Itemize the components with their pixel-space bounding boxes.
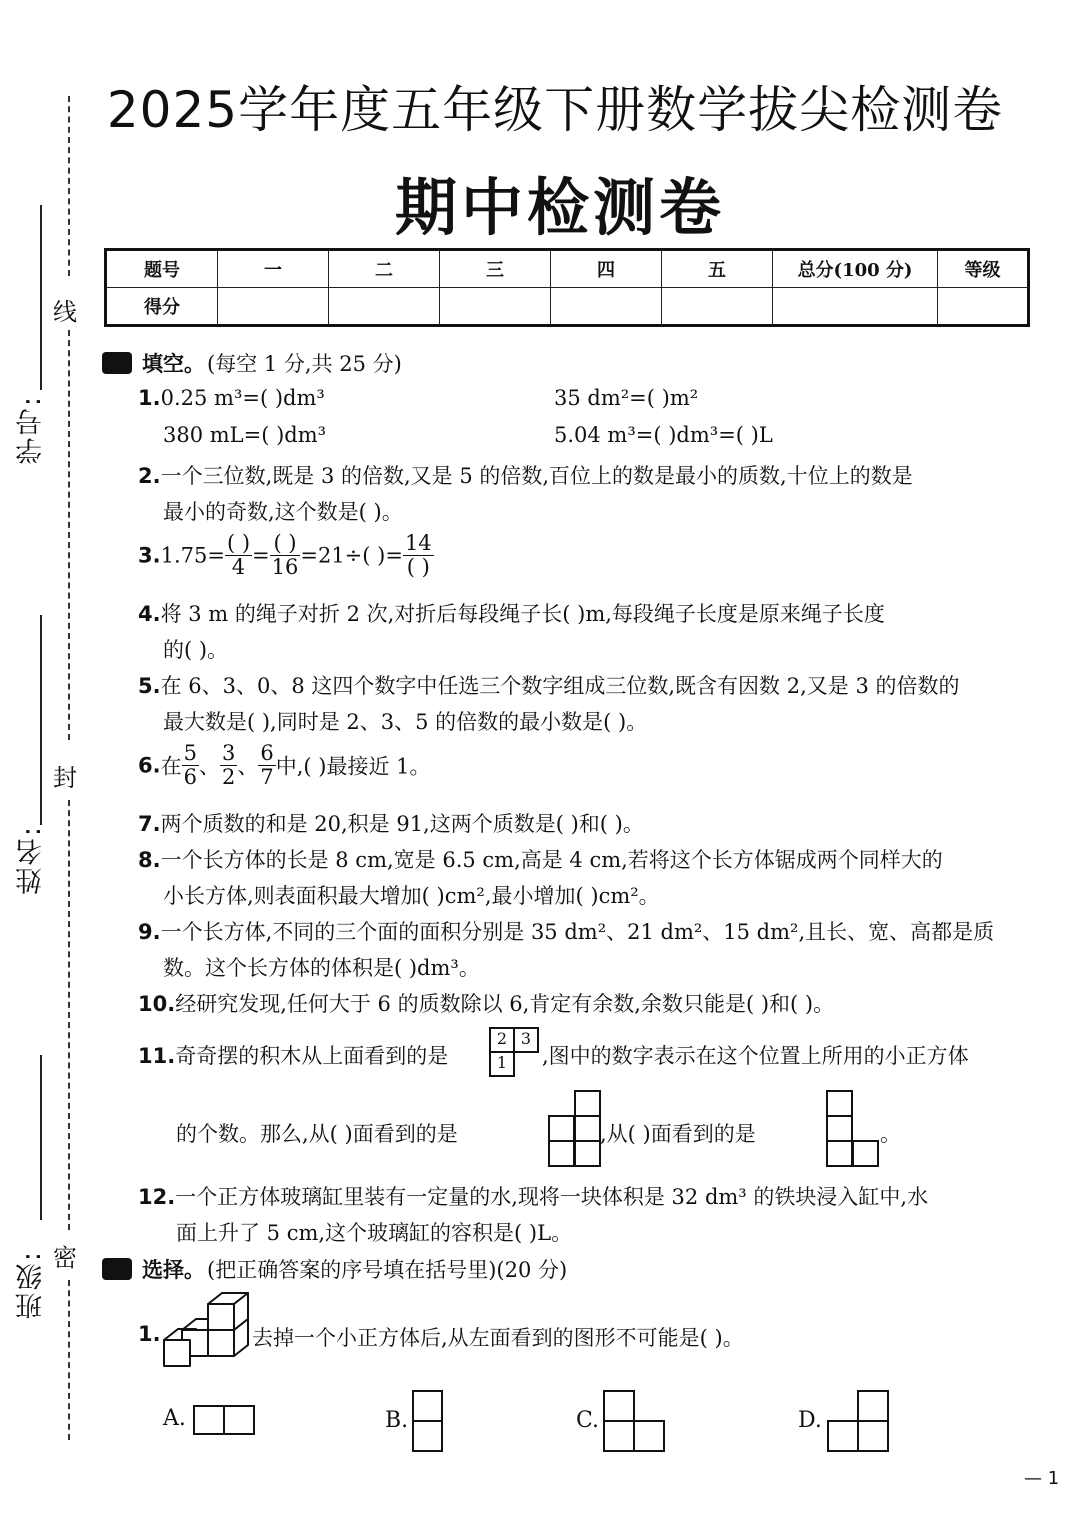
q6-fraction-1 bbox=[182, 742, 199, 789]
score-header-cell: 三 bbox=[440, 250, 551, 288]
q6-f3-denominator: 7 bbox=[260, 765, 274, 790]
view1-square bbox=[574, 1140, 601, 1167]
view2-square bbox=[826, 1115, 853, 1142]
question-12-text2: 面上升了 5 cm,这个玻璃缸的容积是( )L。 bbox=[176, 1221, 573, 1245]
question-9-text2: 数。这个长方体的体积是( )dm³。 bbox=[163, 956, 480, 980]
q6-sep-2: 、 bbox=[237, 754, 259, 779]
question-number: 1. bbox=[138, 386, 161, 410]
q3-fraction-1 bbox=[225, 532, 252, 579]
section-1-heading bbox=[102, 348, 402, 378]
q3-fraction-3 bbox=[403, 532, 434, 579]
question-11-text-c: 的个数。那么,从( )面看到的是 bbox=[176, 1122, 458, 1146]
question-12-text1: 一个正方体玻璃缸里装有一定量的水,现将一块体积是 32 dm³ 的铁块浸入缸中,水 bbox=[175, 1185, 929, 1209]
question-number: 1. bbox=[138, 1322, 161, 1346]
option-c-square bbox=[633, 1420, 665, 1452]
question-1c: 380 mL=( )dm³ bbox=[163, 423, 327, 447]
score-cell-5[interactable] bbox=[662, 288, 773, 326]
score-table bbox=[104, 248, 1030, 327]
cube-stack-figure bbox=[160, 1290, 255, 1378]
option-a-label[interactable]: A. bbox=[163, 1406, 186, 1431]
binding-line-char: 线 bbox=[53, 298, 77, 326]
option-c-label[interactable]: C. bbox=[576, 1408, 600, 1433]
view2-square bbox=[852, 1140, 879, 1167]
question-9-text1: 一个长方体,不同的三个面的面积分别是 35 dm²、21 dm²、15 dm²,且长、宽、高都是质 bbox=[160, 920, 995, 944]
view1-square bbox=[548, 1140, 575, 1167]
score-header-cell: 五 bbox=[662, 250, 773, 288]
section-2-heading bbox=[102, 1254, 567, 1284]
name-label: 姓名: bbox=[16, 825, 47, 895]
q6-f1-denominator: 6 bbox=[183, 765, 197, 790]
question-2-text1: 一个三位数,既是 3 的倍数,又是 5 的倍数,百位上的数是最小的质数,十位上的数是 bbox=[160, 464, 913, 488]
question-1b: 35 dm²=( )m² bbox=[554, 386, 699, 410]
top-view-cell-2: 2 bbox=[489, 1027, 515, 1053]
binding-seal-char: 封 bbox=[53, 764, 77, 792]
section-number-badge bbox=[102, 1258, 132, 1280]
binding-dashed-line-mid2 bbox=[68, 800, 70, 1230]
option-c-square bbox=[603, 1420, 635, 1452]
question-1a: 0.25 m³=( )dm³ bbox=[160, 386, 325, 410]
score-header-cell: 等级 bbox=[938, 250, 1029, 288]
view2-square bbox=[826, 1140, 853, 1167]
question-number: 10. bbox=[138, 992, 176, 1016]
q6-f1-numerator: 5 bbox=[183, 741, 197, 765]
q6-f2-numerator: 3 bbox=[221, 741, 236, 765]
section-number-badge bbox=[102, 352, 132, 374]
question-8-line1 bbox=[138, 844, 943, 874]
section-note: (把正确答案的序号填在括号里)(20 分) bbox=[207, 1258, 568, 1282]
q3-f3-numerator: 14 bbox=[404, 531, 432, 555]
score-cell-3[interactable] bbox=[440, 288, 551, 326]
question-number: 4. bbox=[138, 602, 161, 626]
q3-equals: = bbox=[252, 543, 270, 568]
question-4-line1 bbox=[138, 598, 885, 628]
option-b-square bbox=[412, 1390, 443, 1422]
score-cell-1[interactable] bbox=[218, 288, 329, 326]
binding-dashed-line-bottom bbox=[68, 1280, 70, 1440]
question-11-text-b: ,图中的数字表示在这个位置上所用的小正方体 bbox=[542, 1044, 969, 1068]
exam-title: 2025学年度五年级下册数学拔尖检测卷 bbox=[106, 81, 1004, 139]
option-a-square bbox=[193, 1405, 225, 1435]
score-table-score-row bbox=[106, 288, 1029, 326]
name-underline[interactable] bbox=[40, 615, 42, 825]
q3-f2-numerator: ( ) bbox=[270, 532, 301, 556]
view1-square bbox=[548, 1115, 575, 1142]
score-header-cell: 四 bbox=[551, 250, 662, 288]
q6-fraction-2 bbox=[220, 742, 237, 789]
q6-fraction-3 bbox=[258, 742, 275, 789]
q3-f1-numerator: ( ) bbox=[226, 531, 251, 555]
question-number: 5. bbox=[138, 674, 161, 698]
option-d-label[interactable]: D. bbox=[798, 1408, 822, 1433]
question-7-text: 两个质数的和是 20,积是 91,这两个质数是( )和( )。 bbox=[160, 812, 644, 836]
question-number: 3. bbox=[138, 543, 161, 568]
question-2-text2: 最小的奇数,这个数是( )。 bbox=[163, 500, 403, 524]
q6-f2-denominator: 2 bbox=[221, 765, 236, 790]
question-11-text-a: 奇奇摆的积木从上面看到的是 bbox=[175, 1044, 449, 1068]
page-number: — 1 bbox=[1024, 1468, 1060, 1489]
question-10 bbox=[138, 988, 834, 1018]
question-10-text: 经研究发现,任何大于 6 的质数除以 6,肯定有余数,余数只能是( )和( )。 bbox=[175, 992, 835, 1016]
question-12-line1 bbox=[138, 1181, 928, 1211]
q3-f2-denominator: 16 bbox=[271, 555, 299, 580]
question-1d: 5.04 m³=( )dm³=( )L bbox=[554, 423, 773, 447]
class-underline[interactable] bbox=[40, 1055, 42, 1220]
question-8-text2: 小长方体,则表面积最大增加( )cm²,最小增加( )cm²。 bbox=[163, 884, 660, 908]
score-cell-2[interactable] bbox=[329, 288, 440, 326]
q6-part-b: 中,( )最接近 1。 bbox=[275, 754, 431, 779]
question-11-line1 bbox=[138, 1040, 448, 1070]
q6-f3-numerator: 6 bbox=[260, 741, 274, 765]
view1-square bbox=[574, 1115, 601, 1142]
question-8-text1: 一个长方体的长是 8 cm,宽是 6.5 cm,高是 4 cm,若将这个长方体锯成两个同样大的 bbox=[160, 848, 943, 872]
q3-mid: =21÷( )= bbox=[300, 543, 403, 568]
q3-part-a: 1.75= bbox=[160, 543, 225, 568]
q3-f1-denominator: 4 bbox=[231, 555, 246, 580]
question-number: 12. bbox=[138, 1185, 176, 1209]
score-cell-grade[interactable] bbox=[938, 288, 1029, 326]
option-a-square bbox=[223, 1405, 255, 1435]
score-header-cell: 总分(100 分) bbox=[773, 250, 938, 288]
question-1-line1 bbox=[138, 386, 325, 410]
section-note: (每空 1 分,共 25 分) bbox=[207, 352, 402, 376]
class-label: 班级: bbox=[16, 1250, 47, 1320]
score-row-label: 得分 bbox=[106, 288, 218, 326]
section-title: 选择。 bbox=[142, 1257, 205, 1282]
option-d-square bbox=[857, 1420, 889, 1452]
question-9-line1 bbox=[138, 916, 994, 946]
score-header-cell: 题号 bbox=[106, 250, 218, 288]
option-c-square bbox=[603, 1390, 635, 1422]
student-id-label: 学号: bbox=[16, 395, 47, 465]
question-7 bbox=[138, 808, 644, 838]
option-d-square bbox=[857, 1390, 889, 1422]
binding-dashed-line-mid1 bbox=[68, 330, 70, 740]
q3-f3-denominator: ( ) bbox=[406, 555, 430, 580]
question-5-text1: 在 6、3、0、8 这四个数字中任选三个数字组成三位数,既含有因数 2,又是 3 的倍数的 bbox=[160, 674, 960, 698]
choice-question-1-text: 去掉一个小正方体后,从左面看到的图形不可能是( )。 bbox=[252, 1326, 744, 1350]
q6-part-a: 在 bbox=[160, 754, 182, 779]
question-6 bbox=[138, 742, 431, 789]
question-11-text-d: ,从( )面看到的是 bbox=[600, 1122, 756, 1146]
question-11-text-e: 。 bbox=[880, 1122, 901, 1146]
question-number: 11. bbox=[138, 1044, 176, 1068]
question-4-text2: 的( )。 bbox=[163, 638, 229, 662]
view2-square bbox=[826, 1090, 853, 1117]
question-3 bbox=[138, 532, 434, 579]
question-number: 2. bbox=[138, 464, 161, 488]
view1-square bbox=[574, 1090, 601, 1117]
q3-fraction-2 bbox=[270, 532, 301, 579]
q6-sep-1: 、 bbox=[198, 754, 220, 779]
question-number: 9. bbox=[138, 920, 161, 944]
score-header-cell: 二 bbox=[329, 250, 440, 288]
score-header-cell: 一 bbox=[218, 250, 329, 288]
choice-question-1-number bbox=[138, 1322, 161, 1346]
binding-secret-char: 密 bbox=[53, 1244, 77, 1272]
question-number: 8. bbox=[138, 848, 161, 872]
question-number: 6. bbox=[138, 753, 161, 778]
option-b-label[interactable]: B. bbox=[385, 1408, 409, 1433]
question-5-line1 bbox=[138, 670, 959, 700]
question-4-text1: 将 3 m 的绳子对折 2 次,对折后每段绳子长( )m,每段绳子长度是原来绳子长度 bbox=[160, 602, 885, 626]
question-5-text2: 最大数是( ),同时是 2、3、5 的倍数的最小数是( )。 bbox=[163, 710, 648, 734]
exam-subtitle: 期中检测卷 bbox=[394, 171, 725, 244]
top-view-cell-1: 1 bbox=[489, 1051, 515, 1077]
section-title: 填空。 bbox=[142, 351, 205, 376]
score-cell-4[interactable] bbox=[551, 288, 662, 326]
question-2-line1 bbox=[138, 460, 913, 490]
score-table-header-row bbox=[106, 250, 1029, 288]
score-cell-total[interactable] bbox=[773, 288, 938, 326]
top-view-cell-3: 3 bbox=[513, 1027, 539, 1053]
question-number: 7. bbox=[138, 812, 161, 836]
option-d-square bbox=[827, 1420, 859, 1452]
option-b-square bbox=[412, 1420, 443, 1452]
